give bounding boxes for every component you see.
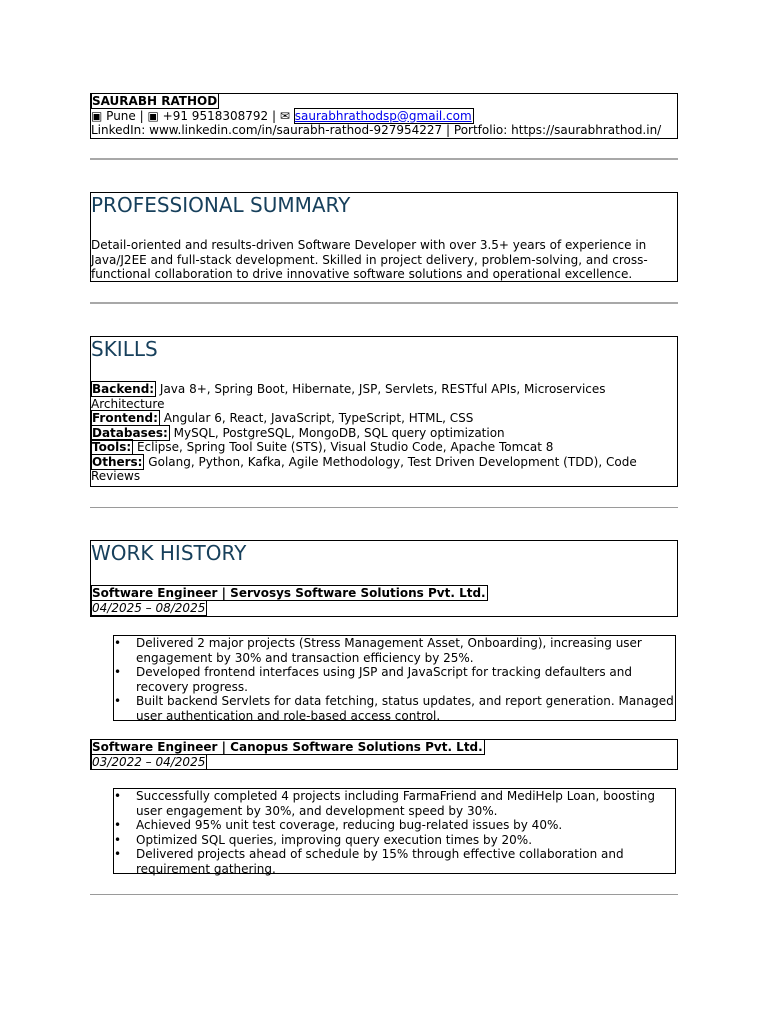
skill-row — [91, 382, 677, 411]
section-title-skills: SKILLS — [91, 337, 158, 361]
divider — [90, 158, 678, 160]
separator: | — [446, 123, 451, 137]
work-history-section — [90, 540, 678, 617]
skill-label: Others: — [92, 454, 143, 469]
job-bullets — [113, 788, 676, 874]
phone: +91 9518308792 — [162, 108, 269, 123]
skill-label: Tools: — [92, 440, 132, 454]
divider — [90, 507, 678, 508]
skill-label: Frontend: — [92, 411, 158, 425]
section-title-work: WORK HISTORY — [91, 541, 247, 565]
contact-header — [90, 93, 678, 139]
summary-section — [90, 192, 678, 282]
separator: | — [272, 108, 277, 123]
skills-list — [91, 382, 677, 484]
skill-value: MySQL, PostgreSQL, MongoDB, SQL query optimization — [169, 425, 505, 440]
skill-value: Angular 6, React, JavaScript, TypeScript, HTML, CSS — [159, 411, 474, 425]
skill-row — [91, 440, 677, 455]
skill-value: Golang, Python, Kafka, Agile Methodology, Test Driven Development (TDD), Code Reviews — [91, 454, 637, 483]
envelope-icon: ✉ — [279, 108, 290, 123]
divider — [90, 302, 678, 304]
job-dates: 03/2022 – 04/2025 — [92, 754, 206, 769]
job-title: Software Engineer | Canopus Software Solutions Pvt. Ltd. — [92, 740, 483, 754]
linkedin-url: www.linkedin.com/in/saurabh-rathod-927954227 — [149, 123, 443, 137]
section-title-summary: PROFESSIONAL SUMMARY — [91, 193, 351, 217]
skill-label: Backend: — [92, 382, 155, 396]
skill-row — [91, 411, 677, 426]
summary-text: Detail-oriented and results-driven Software Developer with over 3.5+ years of experience in Java/J2EE and full-stack development. Skilled in project delivery, problem-solving, and cross-functional collaboration to drive innovative software solutions and operational excellence. — [91, 238, 648, 281]
list-item: • Delivered 2 major projects (Stress Management Asset, Onboarding), increasing user engagement by 30% and transaction efficiency by 25%. — [136, 636, 675, 665]
list-item: • Built backend Servlets for data fetching, status updates, and report generation. Managed user authentication and role-based access control. — [136, 694, 675, 723]
portfolio-label: Portfolio: — [453, 123, 508, 137]
list-item: • Achieved 95% unit test coverage, reducing bug-related issues by 40%. — [136, 818, 675, 833]
list-item: • Optimized SQL queries, improving query execution times by 20%. — [136, 833, 675, 848]
job-header — [91, 586, 677, 615]
separator: | — [139, 108, 144, 123]
skills-section — [90, 336, 678, 487]
list-item: • Developed frontend interfaces using JSP and JavaScript for tracking defaulters and recovery progress. — [136, 665, 675, 694]
job-title: Software Engineer | Servosys Software Solutions Pvt. Ltd. — [92, 586, 486, 600]
list-item: • Delivered projects ahead of schedule by 15% through effective collaboration and requirement gathering. — [136, 847, 675, 876]
divider — [90, 894, 678, 895]
portfolio-url: https://saurabhrathod.in/ — [511, 123, 662, 137]
skill-value: Java 8+, Spring Boot, Hibernate, JSP, Servlets, RESTful APIs, Microservices Architecture — [91, 382, 606, 411]
linkedin-label: LinkedIn: — [91, 123, 146, 137]
skill-value: Eclipse, Spring Tool Suite (STS), Visual Studio Code, Apache Tomcat 8 — [133, 440, 554, 454]
location: Pune — [106, 108, 136, 123]
contact-line — [91, 109, 677, 124]
skill-row — [91, 455, 677, 484]
job-bullets — [113, 635, 676, 721]
skill-label: Databases: — [92, 425, 168, 440]
location-pin-icon: ▣ — [91, 108, 103, 123]
name-line — [91, 94, 677, 109]
job-header — [90, 739, 678, 770]
email-link[interactable]: saurabhrathodsp@gmail.com — [294, 108, 472, 123]
list-item: • Successfully completed 4 projects including FarmaFriend and MediHelp Loan, boosting user engagement by 30%, and development speed by 30%. — [136, 789, 675, 818]
links-line — [91, 123, 677, 138]
skill-row — [91, 426, 677, 441]
phone-icon: ▣ — [147, 108, 159, 123]
job-dates: 04/2025 – 08/2025 — [92, 600, 206, 615]
candidate-name: SAURABH RATHOD — [92, 94, 218, 108]
